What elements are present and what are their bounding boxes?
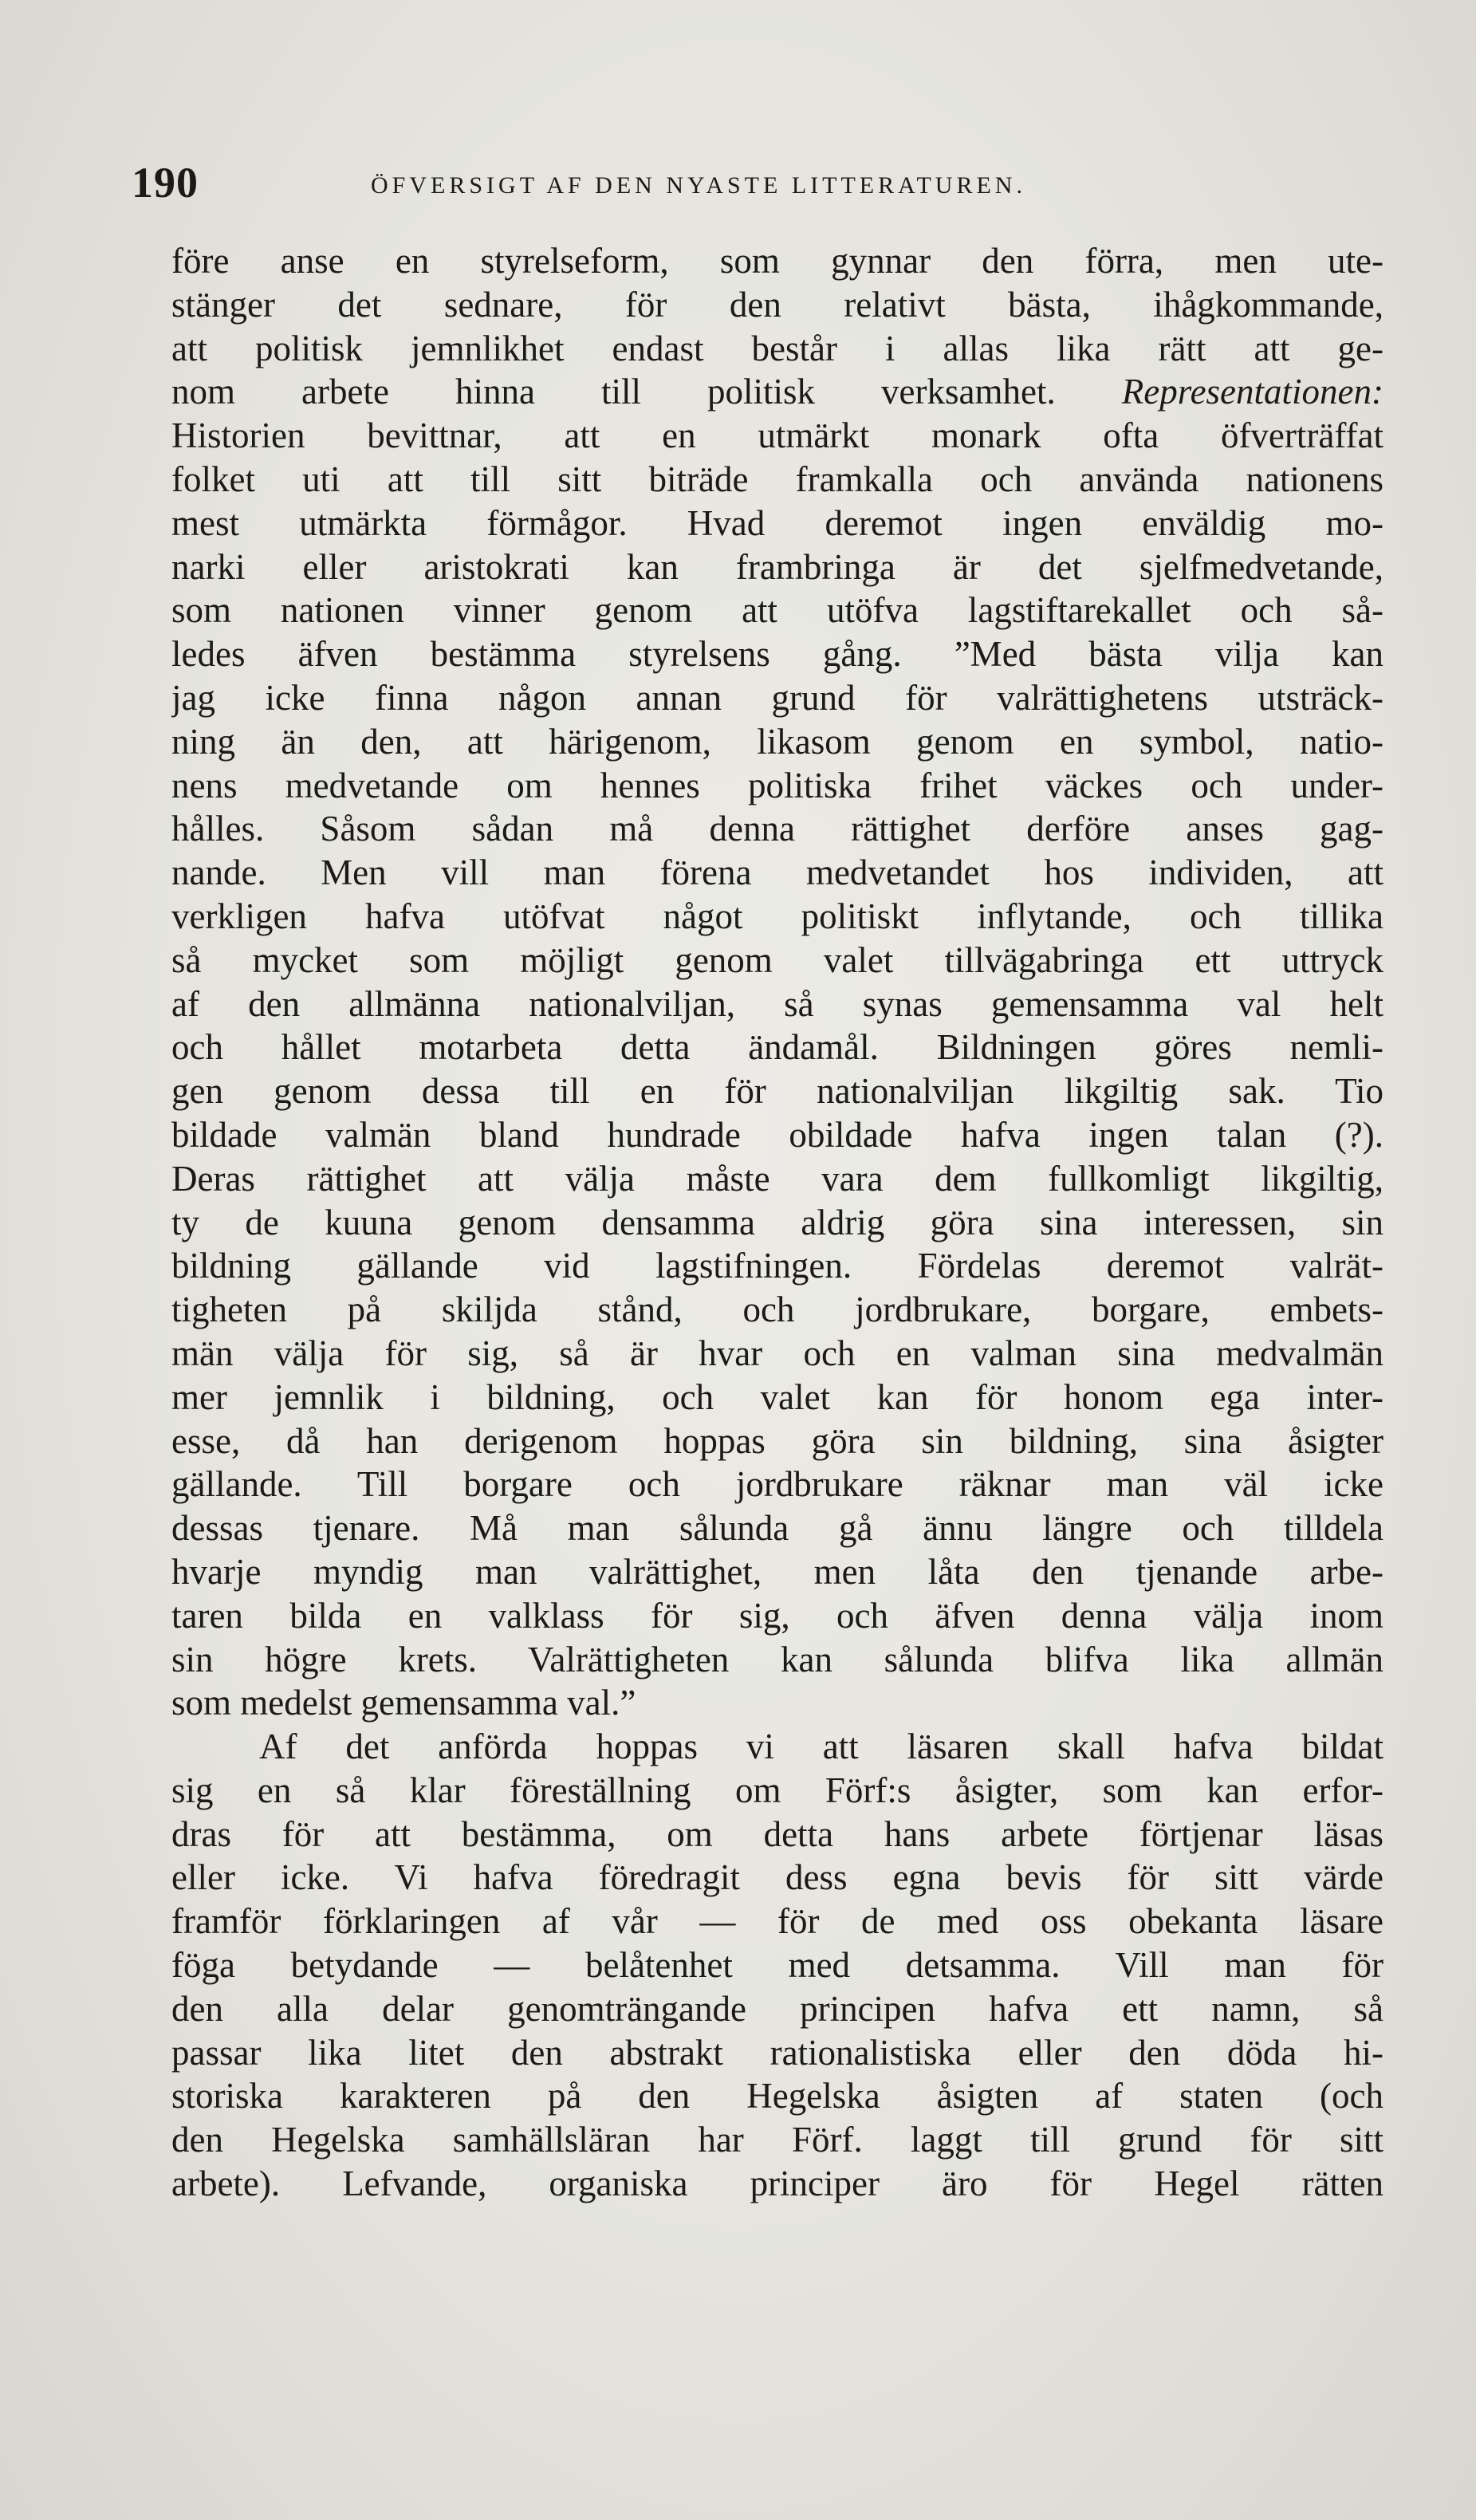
text-line: nande. Men vill man förena medvetandet hos individen, att	[171, 852, 1384, 893]
running-title: ÖFVERSIGT AF DEN NYASTE LITTERATUREN.	[371, 172, 1026, 199]
text-line: sin högre krets. Valrättigheten kan sålunda blifva lika allmän	[171, 1639, 1384, 1679]
text-line: ning än den, att härigenom, likasom genom en symbol, natio-	[171, 721, 1384, 762]
body-text	[171, 239, 1384, 2206]
text-line: hvarje myndig man valrättighet, men låta den tjenande arbe-	[171, 1551, 1384, 1592]
text-line-segment: nom arbete hinna till politisk verksamhet.	[171, 372, 1056, 412]
text-line: som nationen vinner genom att utöfva lagstiftarekallet och så-	[171, 590, 1384, 631]
text-line: den alla delar genomträngande principen hafva ett namn, så	[171, 1988, 1384, 2029]
text-line: ledes äfven bestämma styrelsens gång. ”Med bästa vilja kan	[171, 634, 1384, 675]
text-line: bildning gällande vid lagstifningen. Fördelas deremot valrät-	[171, 1246, 1384, 1286]
text-line: folket uti att till sitt biträde framkalla och använda nationens	[171, 459, 1384, 499]
page-header	[132, 158, 1256, 222]
text-line: ty de kuuna genom densamma aldrig göra sina interessen, sin	[171, 1202, 1384, 1242]
text-line: att politisk jemnlikhet endast består i allas lika rätt att ge-	[171, 328, 1384, 368]
text-line: före anse en styrelseform, som gynnar den förra, men ute-	[171, 241, 1384, 281]
page-number: 190	[132, 159, 199, 207]
text-line: arbete). Lefvande, organiska principer äro för Hegel rätten	[171, 2164, 1384, 2204]
text-line: gällande. Till borgare och jordbrukare räknar man väl icke	[171, 1464, 1384, 1505]
italic-term: Representationen:	[1121, 372, 1384, 412]
text-line: tigheten på skiljda stånd, och jordbrukare, borgare, embets-	[171, 1290, 1384, 1330]
text-line: dras för att bestämma, om detta hans arbete förtjenar läsas	[171, 1813, 1384, 1854]
text-line: bildade valmän bland hundrade obildade hafva ingen talan (?).	[171, 1114, 1384, 1155]
text-line: den Hegelska samhällsläran har Förf. laggt till grund för sitt	[171, 2120, 1384, 2160]
text-line: Historien bevittnar, att en utmärkt monark ofta öfverträffat	[171, 415, 1384, 456]
text-line: esse, då han derigenom hoppas göra sin bildning, sina åsigter	[171, 1420, 1384, 1461]
text-line: taren bilda en valklass för sig, och äfven denna välja inom	[171, 1595, 1384, 1636]
text-line	[171, 370, 1384, 414]
text-line: Deras rättighet att välja måste vara dem fullkomligt likgiltig,	[171, 1158, 1384, 1199]
text-line: män välja för sig, så är hvar och en valman sina medvalmän	[171, 1333, 1384, 1373]
text-line: så mycket som möjligt genom valet tillvägabringa ett uttryck	[171, 939, 1384, 980]
text-line: Af det anförda hoppas vi att läsaren skall hafva bildat	[259, 1727, 1384, 1767]
text-line: gen genom dessa till en för nationalviljan likgiltig sak. Tio	[171, 1071, 1384, 1112]
text-line: nens medvetande om hennes politiska frihet väckes och under-	[171, 765, 1384, 805]
text-line: dessas tjenare. Må man sålunda gå ännu längre och tilldela	[171, 1508, 1384, 1549]
text-line: verkligen hafva utöfvat något politiskt inflytande, och tillika	[171, 896, 1384, 936]
text-line: föga betydande — belåtenhet med detsamma. Vill man för	[171, 1945, 1384, 1986]
text-line: mest utmärkta förmågor. Hvad deremot ingen enväldig mo-	[171, 502, 1384, 543]
text-line: eller icke. Vi hafva föredragit dess egna bevis för sitt värde	[171, 1857, 1384, 1898]
text-line: framför förklaringen af vår — för de med oss obekanta läsare	[171, 1901, 1384, 1942]
text-line: jag icke finna någon annan grund för valrättighetens utsträck-	[171, 677, 1384, 718]
text-line: som medelst gemensamma val.”	[171, 1683, 636, 1723]
text-line: sig en så klar föreställning om Förf:s åsigter, som kan erfor-	[171, 1770, 1384, 1810]
text-line: och hållet motarbeta detta ändamål. Bildningen göres nemli-	[171, 1027, 1384, 1068]
text-line: narki eller aristokrati kan frambringa är det sjelfmedvetande,	[171, 546, 1384, 587]
text-line: stänger det sednare, för den relativt bästa, ihågkommande,	[171, 284, 1384, 325]
text-line: storiska karakteren på den Hegelska åsigten af staten (och	[171, 2076, 1384, 2116]
text-line: hålles. Såsom sådan må denna rättighet derföre anses gag-	[171, 809, 1384, 849]
text-line: mer jemnlik i bildning, och valet kan för honom ega inter-	[171, 1376, 1384, 1417]
text-line: af den allmänna nationalviljan, så synas gemensamma val helt	[171, 983, 1384, 1024]
text-line: passar lika litet den abstrakt rationalistiska eller den döda hi-	[171, 2032, 1384, 2073]
